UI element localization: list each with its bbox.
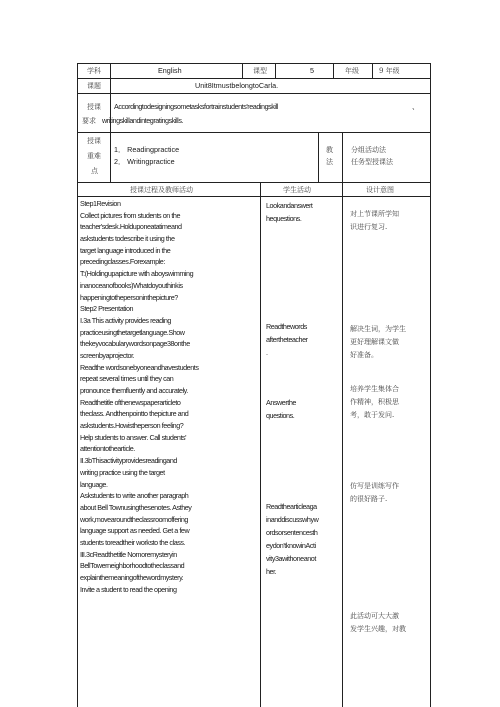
design-note-line: 识进行复习. [350, 223, 388, 231]
design-note-line: 此活动可大大激 [350, 612, 399, 620]
row-divider [77, 182, 431, 183]
design-note-block [350, 323, 406, 362]
design-note-line: 解决生词，为学生 [350, 325, 406, 333]
process-line: Readthetitle ofthenewspaperarticleto [80, 397, 181, 407]
design-note-line: 发学生兴趣，对教 [350, 625, 406, 633]
process-line: BellTowerneighborhoodtotheclassand [80, 561, 185, 571]
requirements-label: 要求 [82, 117, 96, 125]
student-activity-line: hequestions. [266, 214, 302, 223]
process-line: work,movearoundtheclassroomoffering [80, 514, 188, 524]
design-note-line: 更好理解课文做 [350, 338, 399, 346]
focus-label: 点 [91, 167, 98, 175]
process-line: repeat several times until they can [80, 374, 174, 384]
col-divider [242, 63, 243, 78]
student-activity-line: aftertheteacher [266, 335, 308, 344]
process-line: theclass. Andthenpointto thepicture and [80, 409, 189, 419]
row-divider [77, 196, 431, 197]
table-border-right [430, 63, 431, 707]
process-line: about Bell Townusingthesenotes. Asthey [80, 502, 192, 512]
student-activity-line: Answerthe [266, 398, 296, 407]
design-note-line: 对上节课所学知 [350, 210, 399, 218]
student-activity-block [266, 500, 318, 578]
process-line: attentiontothearticle. [80, 444, 135, 454]
design-note-block [350, 610, 406, 636]
student-activity-line: her. [266, 567, 277, 576]
process-line: language support as needed. Get a few [80, 526, 190, 536]
focus-label: 重难 [87, 152, 101, 160]
design-note-line: 好准备。 [350, 351, 378, 359]
focus-item: 2． Writingpractice [114, 157, 175, 166]
process-line: Step1Revision [80, 199, 121, 208]
design-note-line: 考，敢于发问. [350, 411, 395, 419]
column-header-student: 学生活动 [283, 186, 311, 194]
topic-label: 课题 [87, 82, 101, 90]
student-activity-block [266, 396, 296, 422]
col-divider [275, 63, 276, 78]
focus-label: 授课 [87, 137, 101, 145]
process-line: writing practice using the target [80, 467, 165, 477]
process-line: Ⅲ.3cReadthetitle Nomoremysteryin [80, 549, 177, 559]
process-line: thekeyvocabularywordsonpage38onthe [80, 339, 190, 349]
design-note-line: 仿写是训练写作 [350, 482, 399, 490]
process-line: askstudents.Howistheperson feeling? [80, 421, 184, 431]
method-label: 法 [326, 158, 333, 166]
design-note-line: 培养学生集体合 [350, 385, 399, 393]
grade-value: 9 年级 [379, 67, 400, 75]
subject-value: English [158, 66, 182, 75]
table-border-left [77, 63, 78, 707]
process-line: screenbyaprojector. [80, 350, 135, 360]
student-activity-block [266, 320, 308, 359]
requirements-text: writingskillandintegratingskills. [102, 116, 184, 125]
column-header-process: 授课过程及教师活动 [130, 186, 193, 194]
topic-value: Unit8ItmustbelongtoCarla. [195, 81, 279, 90]
focus-item: 1． Readingpractice [114, 145, 180, 154]
column-header-design: 设计意图 [366, 186, 394, 194]
process-line: Invite a student to read the opening [80, 584, 177, 594]
process-line: T:(Holdingupapicture with aboyswimming [80, 269, 194, 279]
col-divider [333, 63, 334, 78]
row-divider [77, 93, 431, 94]
col-divider [342, 182, 343, 707]
row-divider [77, 78, 431, 79]
process-line: Help students to answer. Call students' [80, 432, 187, 442]
student-activity-line: Readthewords [266, 322, 307, 331]
requirements-label: 授课 [87, 103, 101, 111]
process-line: practiceusingthetargetlanguage.Show [80, 327, 185, 337]
student-activity-line: Readthearticleaga [266, 502, 317, 511]
design-note-line: 作精神，积极思 [350, 398, 399, 406]
process-line: Askstudents to write another paragraph [80, 491, 189, 501]
student-activity-line: vity3awithoneanot [266, 554, 316, 563]
process-line: Ⅰ.3a This activity provides reading [80, 315, 171, 325]
process-line: askstudents todescribe it using the [80, 234, 175, 244]
grade-label: 年级 [345, 67, 359, 75]
process-line: Ⅱ.3bThisactivityprovidesreadingand [80, 456, 177, 466]
student-activity-line: . [266, 348, 268, 357]
requirements-text: 、 [412, 102, 420, 111]
process-line: explainthemeaningofthewordmystery. [80, 573, 184, 582]
process-line: Readthe wordsonebyoneandhavestudents [80, 362, 199, 372]
method-item: 分组活动法 [351, 146, 386, 154]
table-border-top [77, 63, 431, 64]
design-note-block [350, 208, 399, 234]
process-line: Collect pictures from students on the [80, 210, 181, 220]
process-line: Step2 Presentation [80, 304, 134, 314]
col-divider [372, 63, 373, 78]
process-line: pronounce themfluently and accurately. [80, 386, 188, 395]
col-divider [260, 182, 261, 707]
method-item: 任务型授课法 [351, 158, 393, 166]
process-line: precedingclasses.Forexample: [80, 257, 165, 267]
design-note-line: 的很好路子. [350, 495, 388, 503]
student-activity-line: inanddiscusswhyw [266, 515, 319, 524]
student-activity-line: ordsorsentencesth [266, 528, 318, 537]
design-note-block [350, 383, 399, 422]
method-label: 教 [326, 146, 333, 154]
requirements-text: Accordingtodesigningsometasksfortrainstudents'readingskill [114, 102, 278, 111]
student-activity-line: eydon'tknowinActi [266, 541, 316, 550]
subject-label: 学科 [87, 67, 101, 75]
lesson-type-label: 课型 [253, 67, 267, 75]
student-activity-line: questions. [266, 411, 295, 420]
lesson-type-value: 5 [310, 66, 314, 75]
process-line: target language introduced in the [80, 245, 171, 255]
process-column [80, 198, 257, 595]
process-line: language. [80, 479, 108, 489]
student-activity-block [266, 199, 312, 225]
col-divider [342, 132, 343, 182]
process-line: students toreadtheir worksto the class. [80, 537, 186, 547]
process-line: inanoceanofbooks)Whatdoyouthinkis [80, 280, 183, 290]
design-note-block [350, 480, 399, 506]
student-activity-line: Lookandanswert [266, 201, 313, 210]
process-line: teacher'sdesk.Holduponeatatimeand [80, 222, 182, 232]
process-line: happeningtothepersoninthepicture? [80, 292, 178, 302]
col-divider [318, 132, 319, 182]
row-divider [77, 132, 431, 133]
